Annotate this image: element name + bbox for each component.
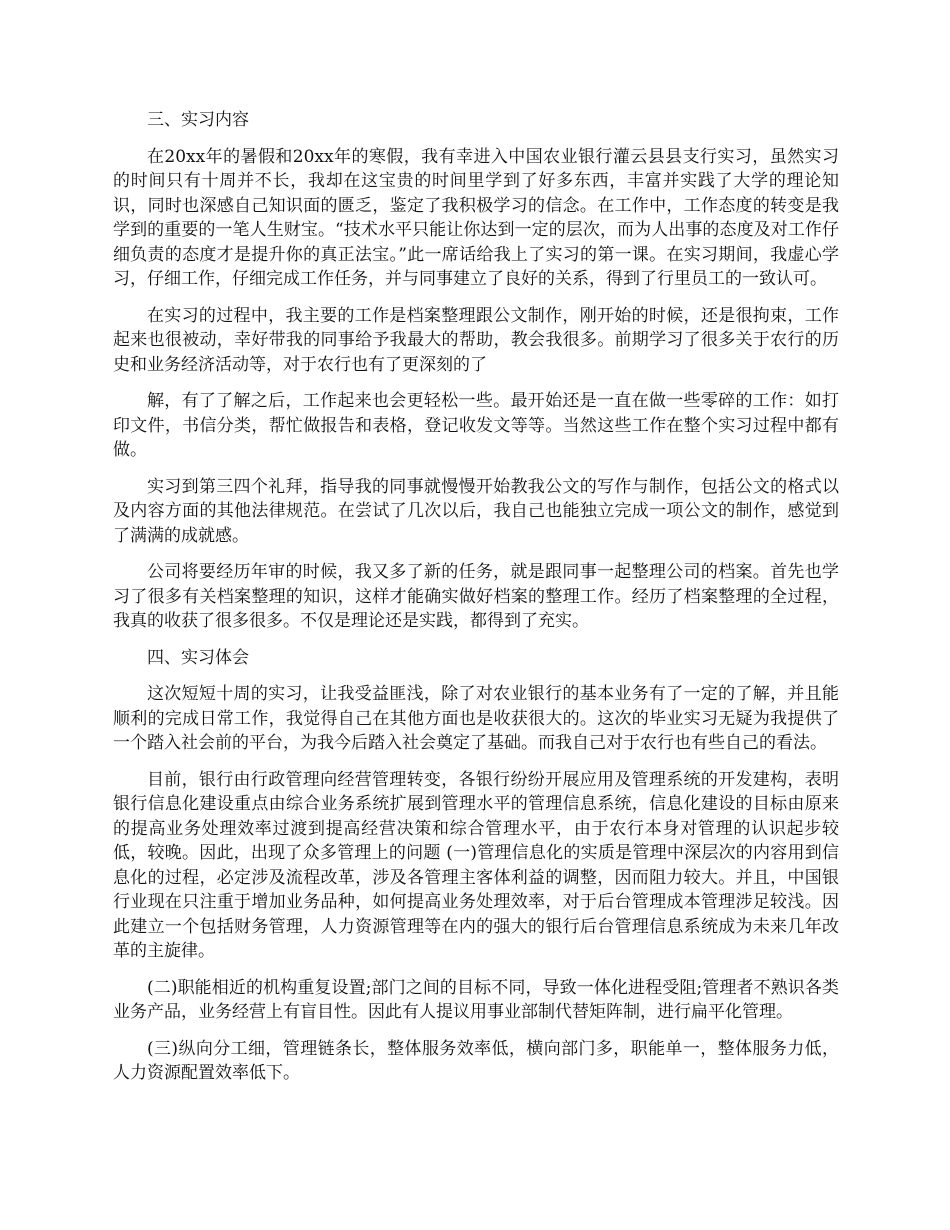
- paragraph: 在20xx年的暑假和20xx年的寒假，我有幸进入中国农业银行灌云县县支行实习，虽然实习的时间只有十周并不长，我却在这宝贵的时间里学到了好多东西，丰富并实践了大学的理论知识，同时也深感自己知识面的匮乏，鉴定了我积极学习的信念。在工作中，工作态度的转变是我学到的重要的一笔人生财宝。“技术水平只能让你达到一定的层次，而为人出事的态度及对工作仔细负责的态度才是提升你的真正法宝。”此一席话给我上了实习的第一课。在实习期间，我虚心学习，仔细工作，仔细完成工作任务，并与同事建立了良好的关系，得到了行里员工的一致认可。: [113, 146, 839, 289]
- paragraph: 这次短短十周的实习，让我受益匪浅，除了对农业银行的基本业务有了一定的了解，并且能顺利的完成日常工作，我觉得自己在其他方面也是收获很大的。这次的毕业实习无疑为我提供了一个踏入社会前的平台，为我今后踏入社会奠定了基础。而我自己对于农行也有些自己的看法。: [113, 684, 839, 753]
- paragraph: (二)职能相近的机构重复设置;部门之间的目标不同，导致一体化进程受阻;管理者不熟识各类业务产品，业务经营上有盲目性。因此有人提议用事业部制代替矩阵制，进行扁平化管理。: [113, 977, 839, 1022]
- paragraph: 实习到第三四个礼拜，指导我的同事就慢慢开始教我公文的写作与制作，包括公文的格式以及内容方面的其他法律规范。在尝试了几次以后，我自己也能独立完成一项公文的制作，感觉到了满满的成就感。: [113, 476, 839, 546]
- document-body: [113, 108, 839, 1098]
- paragraph: 公司将要经历年审的时候，我又多了新的任务，就是跟同事一起整理公司的档案。首先也学习了很多有关档案整理的知识，这样才能确实做好档案的整理工作。经历了档案整理的全过程，我真的收获了很多很多。不仅是理论还是实践，都得到了充实。: [113, 562, 839, 631]
- paragraph: 解，有了了解之后，工作起来也会更轻松一些。最开始还是一直在做一些零碎的工作：如打印文件，书信分类，帮忙做报告和表格，登记收发文等等。当然这些工作在整个实习过程中都有做。: [113, 391, 839, 460]
- paragraph: 在实习的过程中，我主要的工作是档案整理跟公文制作，刚开始的时候，还是很拘束，工作起来也很被动，幸好带我的同事给予我最大的帮助，教会我很多。前期学习了很多关于农行的历史和业务经济活动等，对于农行也有了更深刻的了: [113, 305, 839, 375]
- paragraph: 目前，银行由行政管理向经营管理转变，各银行纷纷开展应用及管理系统的开发建构，表明银行信息化建设重点由综合业务系统扩展到管理水平的管理信息系统，信息化建设的目标由原来的提高业务处理效率过渡到提高经营决策和综合管理水平，由于农行本身对管理的认识起步较低，较晚。因此，出现了众多管理上的问题 (一)管理信息化的实质是管理中深层次的内容用到信息化的过程，必定涉及流程改革，涉及各管理主客体利益的调整，因而阻力较大。并且，中国银行业现在只注重于增加业务品种，如何提高业务处理效率，对于后台管理成本管理涉足较浅。因此建立一个包括财务管理，人力资源管理等在内的强大的银行后台管理信息系统成为未来几年改革的主旋律。: [113, 769, 839, 961]
- section-heading-content: 三、实习内容: [147, 110, 249, 130]
- section-heading-reflection: 四、实习体会: [147, 647, 249, 668]
- paragraph: (三)纵向分工细，管理链条长，整体服务效率低，横向部门多，职能单一，整体服务力低，人力资源配置效率低下。: [113, 1038, 839, 1083]
